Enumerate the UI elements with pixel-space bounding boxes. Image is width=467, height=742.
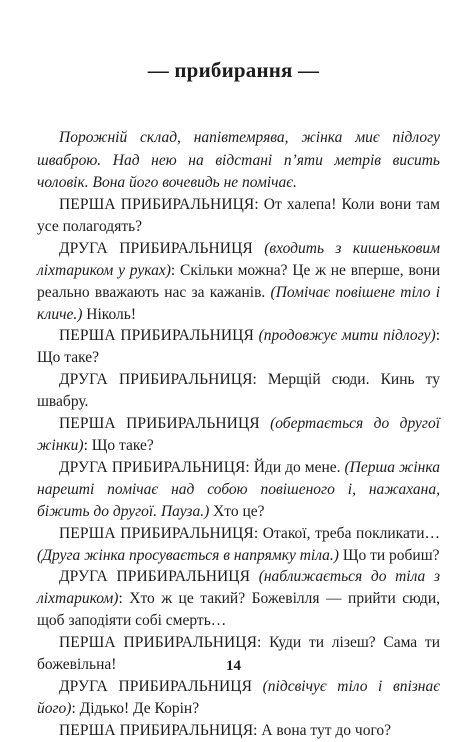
stage-remark: (Друга жінка просувається в напрямку тіла.): [37, 546, 339, 564]
speaker-name: ПЕРША ПРИБИРАЛЬНИЦЯ: [59, 327, 254, 345]
spoken-text: : Хто ж це такий? Божевілля — прийти сюди, щоб заподіяти собі смерть…: [37, 590, 440, 630]
spoken-text: : Що таке?: [83, 436, 154, 454]
spoken-text: : От халепа! Коли вони там усе полагодять?: [37, 196, 440, 235]
dialogue-line: [37, 457, 440, 523]
dialogue-line: [37, 238, 440, 326]
spoken-text: [250, 568, 259, 585]
spoken-text: [253, 240, 264, 257]
dialogue-line: [37, 325, 440, 369]
speaker-name: ДРУГА ПРИБИРАЛЬНИЦЯ: [59, 677, 253, 695]
page-number: 14: [226, 658, 241, 674]
spoken-text: Хто це?: [209, 502, 265, 520]
spoken-text: : Що таке?: [37, 327, 440, 367]
speaker-name: ДРУГА ПРИБИРАЛЬНИЦЯ: [59, 458, 246, 476]
speaker-name: ДРУГА ПРИБИРАЛЬНИЦЯ: [59, 239, 253, 257]
speaker-name: ПЕРША ПРИБИРАЛЬНИЦЯ: [59, 721, 254, 739]
stage-remark: (Перша жінка нарешті помічає над собою повішеного і, нажахана, біжить до другої. Пауза.): [37, 458, 440, 520]
speaker-name: ПЕРША ПРИБИРАЛЬНИЦЯ: [59, 634, 258, 652]
spoken-text: : Дідько! Де Корін?: [71, 699, 200, 717]
stage-remark: (наближається до тіла з ліхтариком): [37, 568, 440, 608]
stage-remark: (підсвічує тіло і впізнає його): [37, 677, 440, 717]
spoken-text: [260, 415, 270, 432]
spoken-text: : Куди ти лізеш? Сама ти божевільна!: [37, 634, 440, 674]
stage-direction: Порожній склад, напівтемрява, жінка миє підлогу шваброю. Над нею на відстані п’яти метрів висить чоловік. Вона його вочевидь не помічає.: [37, 129, 440, 191]
dialogue-line: [37, 676, 440, 720]
dialogue-line: [37, 720, 440, 742]
stage-remark: (продовжує мити підлогу): [258, 327, 436, 345]
spoken-text: : Йди до мене.: [245, 458, 345, 476]
spoken-text: : Отакої, треба покликати…: [253, 524, 440, 542]
speaker-name: ДРУГА ПРИБИРАЛЬНИЦЯ: [59, 568, 251, 586]
spoken-text: Що ти робиш?: [338, 546, 440, 564]
dialogue-line: [37, 369, 440, 413]
spoken-text: : Скільки можна? Це ж не вперше, вони реально вважають нас за кажанів.: [37, 261, 441, 301]
dialogue-line: [37, 194, 440, 238]
dialogue-line: [37, 523, 440, 567]
dialogue-line: [37, 566, 440, 632]
spoken-text: Ніколь!: [82, 305, 137, 323]
speaker-name: ПЕРША ПРИБИРАЛЬНИЦЯ: [59, 415, 260, 433]
spoken-text: [252, 678, 263, 695]
speaker-name: ДРУГА ПРИБИРАЛЬНИЦЯ: [59, 371, 253, 389]
speaker-name: ПЕРША ПРИБИРАЛЬНИЦЯ: [59, 196, 255, 213]
dialogue-line: [37, 413, 440, 457]
spoken-text: : А вона тут до чого?: [253, 721, 392, 739]
stage-remark: (обертається до другої жінки): [37, 415, 441, 454]
stage-remark: (входить з кишеньковим ліхтариком у руках): [37, 239, 440, 279]
spoken-text: : Мерщій сюди. Кинь ту швабру.: [37, 371, 440, 411]
scene-title: — прибирання —: [147, 58, 320, 82]
stage-remark: (Помічає повішене тіло і кличе.): [37, 283, 440, 323]
speaker-name: ПЕРША ПРИБИРАЛЬНИЦЯ: [59, 524, 254, 542]
